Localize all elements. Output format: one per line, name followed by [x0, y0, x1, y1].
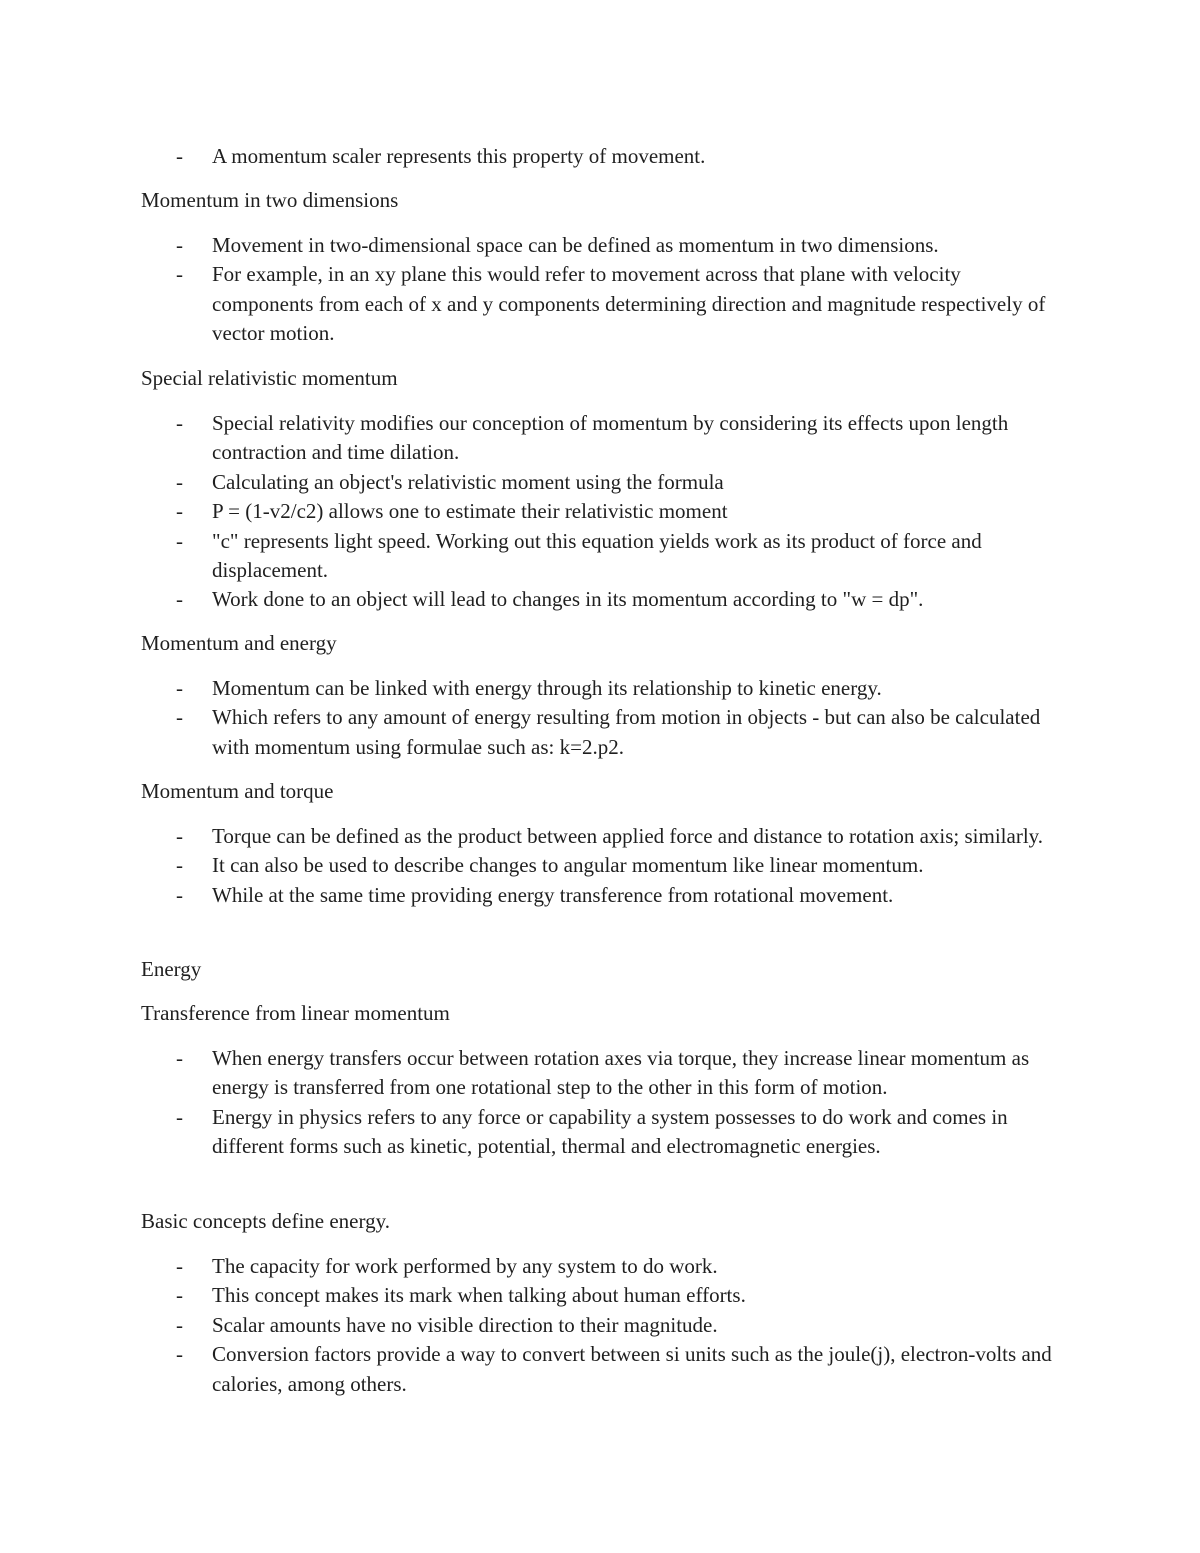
bullet-dash: -: [176, 1254, 183, 1278]
list-item: [0, 1281, 1200, 1310]
list-item-text: Movement in two-dimensional space can be defined as momentum in two dimensions.: [212, 233, 939, 257]
list-item: [0, 851, 1200, 880]
momentum-and-energy-list: [0, 674, 1200, 762]
list-item: [0, 260, 1200, 348]
bullet-dash: -: [176, 144, 183, 168]
list-item: [0, 881, 1200, 910]
bullet-dash: -: [176, 1046, 183, 1070]
bullet-dash: -: [176, 1312, 183, 1337]
bullet-dash: -: [176, 262, 183, 287]
list-item-text: "c" represents light speed. Working out this equation yields work as its product of force and displacement.: [212, 528, 982, 583]
list-item-text: When energy transfers occur between rotation axes via torque, they increase linear momentum as energy is transferred from one rotational step to the other in this form of motion.: [212, 1046, 1030, 1100]
list-item: [0, 703, 1200, 762]
special-relativistic-momentum-list: [0, 409, 1200, 615]
list-item-text: P = (1-v2/c2) allows one to estimate their relativistic moment: [212, 499, 728, 524]
bullet-dash: -: [176, 1104, 183, 1129]
list-item: [0, 142, 1200, 171]
bullet-dash: -: [176, 233, 183, 257]
list-item-text: The capacity for work performed by any system to do work.: [212, 1254, 718, 1278]
list-item-text: Which refers to any amount of energy resulting from motion in objects - but can also be calculated with momentum using formulae such as: k=2.p2.: [212, 705, 1041, 759]
list-item-text: Torque can be defined as the product between applied force and distance to rotation axis; similarly.: [212, 824, 1044, 848]
bullet-dash: -: [176, 824, 183, 848]
list-item: [0, 1044, 1200, 1103]
bullet-dash: -: [176, 1283, 183, 1308]
list-item: [0, 674, 1200, 703]
bullet-dash: -: [176, 882, 183, 907]
list-item: [0, 1311, 1200, 1340]
section-heading-momentum-and-torque: Momentum and torque: [141, 779, 334, 803]
list-item: [0, 1340, 1200, 1399]
bullet-dash: -: [176, 528, 183, 553]
list-item-text: It can also be used to describe changes to angular momentum like linear momentum.: [212, 853, 924, 878]
bullet-dash: -: [176, 1342, 183, 1367]
bullet-dash: -: [176, 411, 183, 435]
list-item-text: Calculating an object's relativistic moment using the formula: [212, 469, 724, 494]
list-item-text: Momentum can be linked with energy through its relationship to kinetic energy.: [212, 676, 882, 700]
list-item-text: This concept makes its mark when talking about human efforts.: [212, 1283, 746, 1308]
list-item-text: A momentum scaler represents this property of movement.: [212, 144, 706, 168]
section-heading-transference-linear-momentum: Transference from linear momentum: [141, 1001, 450, 1025]
list-item-text: Scalar amounts have no visible direction to their magnitude.: [212, 1312, 718, 1337]
section-heading-basic-concepts-energy: Basic concepts define energy.: [141, 1209, 390, 1233]
momentum-and-torque-list: [0, 822, 1200, 910]
momentum-two-dimensions-list: [0, 231, 1200, 349]
list-item-text: Energy in physics refers to any force or capability a system possesses to do work and comes in different forms such as kinetic, potential, thermal and electromagnetic energies.: [212, 1104, 1008, 1159]
list-item-text: Work done to an object will lead to changes in its momentum according to "w = dp".: [212, 587, 924, 612]
list-item-text: While at the same time providing energy transference from rotational movement.: [212, 882, 894, 907]
bullet-dash: -: [176, 469, 183, 494]
list-item: [0, 231, 1200, 260]
section-heading-momentum-and-energy: Momentum and energy: [141, 631, 337, 655]
list-item: [0, 1103, 1200, 1162]
list-item: [0, 1252, 1200, 1281]
bullet-dash: -: [176, 499, 183, 524]
section-heading-momentum-two-dimensions: Momentum in two dimensions: [141, 188, 399, 212]
list-item: [0, 822, 1200, 851]
list-item: [0, 527, 1200, 586]
list-item: [0, 468, 1200, 497]
basic-concepts-energy-list: [0, 1252, 1200, 1399]
list-item: [0, 497, 1200, 526]
section-heading-special-relativistic-momentum: Special relativistic momentum: [141, 366, 398, 390]
bullet-dash: -: [176, 705, 183, 730]
bullet-dash: -: [176, 676, 183, 700]
transference-linear-momentum-list: [0, 1044, 1200, 1162]
section-heading-energy: Energy: [141, 957, 202, 981]
list-item-text: Conversion factors provide a way to convert between si units such as the joule(j), electron-volts and calories, among others.: [212, 1342, 1052, 1396]
bullet-dash: -: [176, 853, 183, 878]
bullet-dash: -: [176, 587, 183, 612]
intro-bullet-list: [0, 142, 1200, 171]
list-item: [0, 585, 1200, 614]
list-item-text: Special relativity modifies our conception of momentum by considering its effects upon length contraction and time dilation.: [212, 411, 1009, 465]
list-item-text: For example, in an xy plane this would refer to movement across that plane with velocity components from each of x and y components determining direction and magnitude respectively of vector motion.: [212, 262, 1046, 346]
list-item: [0, 409, 1200, 468]
